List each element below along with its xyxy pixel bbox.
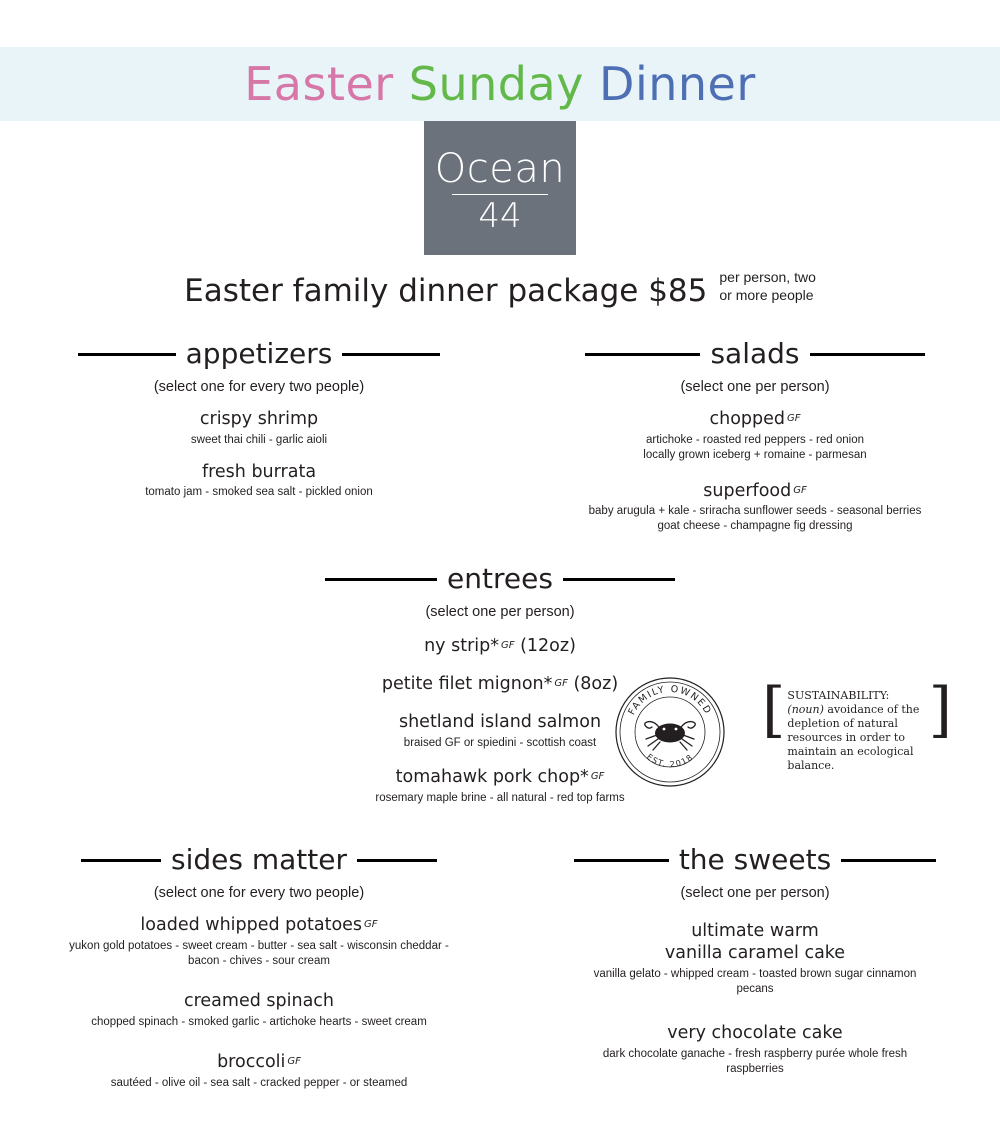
- item-name: [0, 636, 1000, 658]
- item-description: baby arugula + kale - sriracha sunflower seeds - seasonal berries: [588, 505, 922, 518]
- section-sides: [0, 845, 500, 1090]
- item-name-text: petite filet mignon*: [381, 673, 553, 694]
- menu-item: [18, 915, 500, 969]
- bracket-left: [: [762, 675, 786, 745]
- heading-rule-right: [357, 859, 437, 862]
- heading-rule-left: [574, 859, 669, 862]
- item-description-2: locally grown iceberg + romaine - parmesan: [643, 448, 867, 461]
- item-description: dark chocolate ganache - fresh raspberry purée whole fresh: [602, 1047, 908, 1060]
- package-headline-row: [0, 269, 1000, 309]
- package-note: [719, 269, 816, 304]
- gluten-free-badge: GF: [787, 412, 801, 424]
- appetizers-heading: [18, 339, 500, 370]
- title-word-easter: Easter: [244, 57, 394, 111]
- sustainability-callout: [762, 675, 952, 773]
- sweets-subtitle: (select one per person): [680, 885, 830, 902]
- heading-rule-right: [563, 578, 675, 581]
- gluten-free-badge: GF: [590, 770, 605, 782]
- heading-rule-left: [81, 859, 161, 862]
- section-appetizers: [0, 339, 500, 534]
- bottom-sections: [0, 845, 1000, 1090]
- item-description-2: pecans: [736, 982, 774, 995]
- package-note-line2: or more people: [719, 286, 814, 303]
- menu-item: [510, 1023, 1000, 1077]
- section-salads: [500, 339, 1000, 534]
- item-name: [18, 1052, 500, 1074]
- gluten-free-badge: GF: [287, 1055, 301, 1067]
- svg-text:FAMILY OWNED: FAMILY OWNED: [626, 683, 714, 717]
- logo-wordmark: Ocean: [434, 146, 566, 192]
- restaurant-logo: [424, 121, 576, 255]
- heading-rule-left: [78, 353, 176, 356]
- item-name: very chocolate cake: [667, 1022, 843, 1043]
- item-name: creamed spinach: [183, 991, 335, 1012]
- salads-heading: [510, 339, 1000, 370]
- family-owned-seal: [613, 675, 727, 789]
- item-description: sweet thai chili - garlic aioli: [190, 433, 328, 446]
- bracket-right: ]: [928, 675, 952, 745]
- sustainability-pos: (noun): [787, 703, 824, 717]
- item-name-text: loaded whipped potatoes: [140, 915, 363, 936]
- salads-title: salads: [710, 337, 800, 370]
- item-name-text: superfood: [703, 480, 792, 501]
- heading-rule-right: [841, 859, 936, 862]
- page-banner: [0, 47, 1000, 121]
- item-size: (12oz): [520, 636, 576, 657]
- menu-item: [510, 409, 1000, 463]
- item-name-text: broccoli: [217, 1051, 286, 1072]
- item-name: [510, 409, 1000, 431]
- gluten-free-badge: GF: [500, 640, 515, 652]
- menu-item: [18, 991, 500, 1030]
- heading-rule-right: [342, 353, 440, 356]
- item-description: braised GF or spiedini - scottish coast: [403, 736, 597, 749]
- appetizers-subtitle: (select one for every two people): [153, 378, 365, 395]
- menu-item: [0, 636, 1000, 658]
- sweets-title: the sweets: [678, 843, 832, 877]
- item-name: shetland island salmon: [398, 711, 602, 732]
- section-sweets: [500, 845, 1000, 1090]
- sides-heading: [18, 845, 500, 876]
- item-name: ultimate warm: [691, 921, 819, 942]
- page-title: [244, 57, 756, 111]
- svg-text:EST. 2018: EST. 2018: [644, 752, 696, 770]
- item-description-2: raspberries: [726, 1062, 784, 1075]
- item-description: artichoke - roasted red peppers - red onion: [646, 433, 864, 446]
- item-size: (8oz): [573, 673, 619, 694]
- sides-subtitle: (select one for every two people): [153, 885, 365, 902]
- package-headline: Easter family dinner package $85: [184, 273, 708, 309]
- title-word-sunday: Sunday: [408, 57, 584, 111]
- item-name-text: tomahawk pork chop*: [395, 766, 589, 787]
- item-description-2: bacon - chives - sour cream: [188, 955, 330, 968]
- menu-item: [510, 481, 1000, 535]
- item-name: fresh burrata: [201, 461, 317, 482]
- menu-item: [510, 921, 1000, 997]
- menu-item: [18, 409, 500, 448]
- item-description: vanilla gelato - whipped cream - toasted brown sugar cinnamon: [593, 968, 917, 981]
- sustainability-term: SUSTAINABILITY:: [787, 689, 890, 702]
- heading-rule-left: [325, 578, 437, 581]
- item-description-2: goat cheese - champagne fig dressing: [657, 520, 853, 533]
- entrees-heading: [0, 564, 1000, 595]
- item-description: rosemary maple brine - all natural - red top farms: [375, 791, 625, 804]
- logo-divider: [452, 194, 548, 195]
- item-name-text: ny strip*: [424, 636, 499, 657]
- item-name: [18, 915, 500, 937]
- package-note-line1: per person, two: [719, 269, 816, 285]
- item-description: yukon gold potatoes - sweet cream - butter - sea salt - wisconsin cheddar -: [69, 940, 449, 953]
- heading-rule-left: [585, 353, 700, 356]
- sustainability-text: [785, 683, 928, 773]
- sweets-heading: [510, 845, 1000, 876]
- top-sections: [0, 339, 1000, 534]
- logo-container: [0, 121, 1000, 255]
- item-name: crispy shrimp: [199, 408, 319, 429]
- appetizers-title: appetizers: [185, 337, 333, 370]
- salads-subtitle: (select one per person): [680, 378, 830, 395]
- menu-item: [18, 1052, 500, 1091]
- logo-number: 44: [478, 196, 522, 236]
- sustainability-definition: avoidance of the depletion of natural resources in order to maintain an ecological balance.: [787, 703, 920, 773]
- gluten-free-badge: GF: [793, 484, 807, 496]
- item-name: [510, 481, 1000, 503]
- crab-icon: [645, 722, 696, 750]
- title-word-dinner: Dinner: [599, 57, 756, 111]
- entrees-title: entrees: [447, 562, 553, 596]
- heading-rule-right: [810, 353, 925, 356]
- item-name-text: chopped: [709, 408, 785, 429]
- gluten-free-badge: GF: [364, 919, 378, 931]
- item-description: chopped spinach - smoked garlic - artichoke hearts - sweet cream: [91, 1015, 427, 1028]
- gluten-free-badge: GF: [554, 677, 568, 689]
- entrees-subtitle: (select one per person): [425, 604, 575, 621]
- item-description: sautéed - olive oil - sea salt - cracked pepper - or steamed: [110, 1076, 408, 1089]
- menu-item: [18, 462, 500, 501]
- item-description: tomato jam - smoked sea salt - pickled onion: [145, 486, 373, 499]
- sides-title: sides matter: [171, 843, 347, 877]
- item-name-2: vanilla caramel cake: [664, 943, 846, 964]
